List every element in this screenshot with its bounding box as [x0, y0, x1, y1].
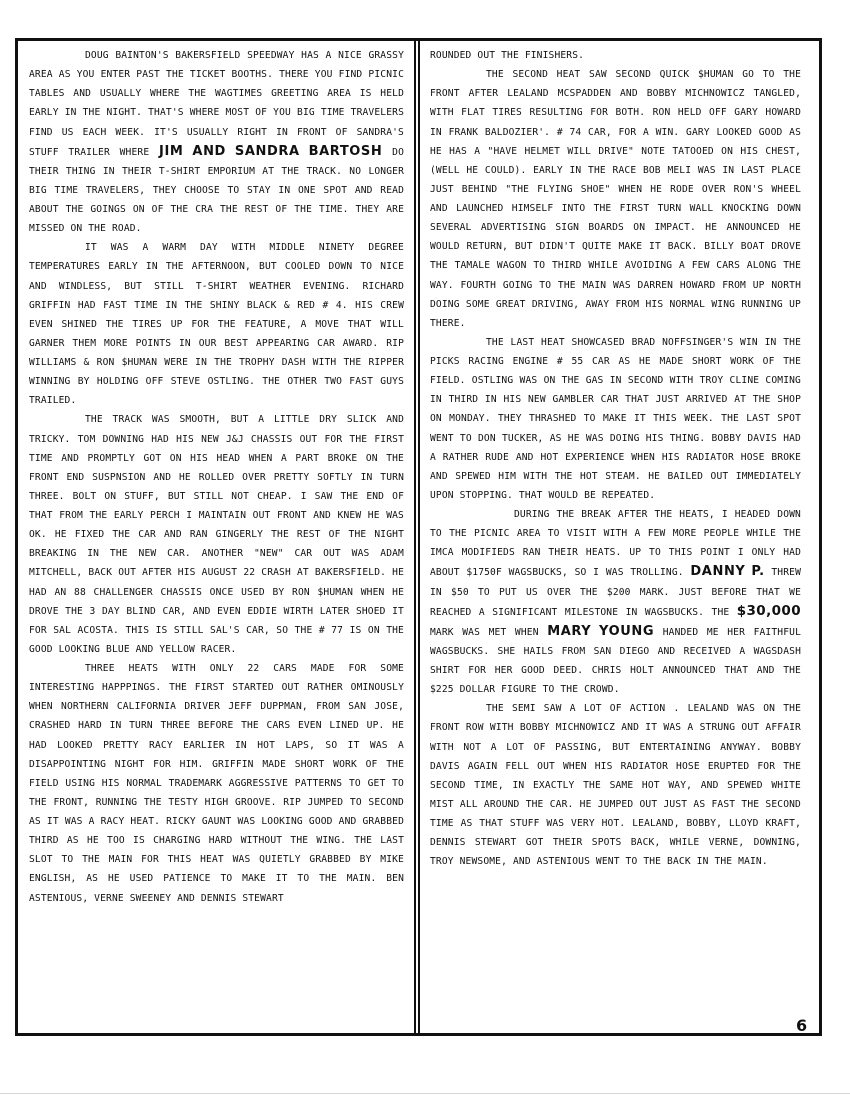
column-divider [414, 38, 420, 1036]
paragraph-text: MARK WAS MET WHEN [430, 626, 548, 638]
highlighted-name: DANNY P. [690, 564, 765, 580]
paragraph: IT WAS A WARM DAY WITH MIDDLE NINETY DEGREE TEMPERATURES EARLY IN THE AFTERNOON, BUT COOLED DOWN TO NICE AND WINDLESS, BUT STILL T-SHIRT WEATHER EVENING. RICHARD GRIFFIN HAD FAST TIME IN THE SHINY BLACK & RED # 4. HIS CREW EVEN SHINED THE TIRES UP FOR THE FEATURE, A MOVE THAT WILL GARNER THEM MORE POINTS IN OUR BEST APPEARING CAR AWARD. RIP WILLIAMS & RON $HUMAN WERE IN THE TROPHY DASH WITH THE RIPPER WINNING BY HOLDING OFF STEVE OSTLING. THE OTHER TWO FAST GUYS TRAILED. [29, 242, 404, 407]
right-column [430, 46, 801, 1030]
paragraph: THE TRACK WAS SMOOTH, BUT A LITTLE DRY SLICK AND TRICKY. TOM DOWNING HAD HIS NEW J&J CHASSIS OUT FOR THE FIRST TIME AND PROMPTLY GOT ON HIS HEAD WHEN A PART BROKE ON THE FRONT END SUSPNSION AND HE ROLLED OVER PRETTY SOFTLY IN TURN THREE. BOLT ON STUFF, BUT STILL NOT CHEAP. I SAW THE END OF THAT FROM THE EARLY PERCH I MAINTAIN OUT FRONT AND KNEW HE WAS OK. HE FIXED THE CAR AND RAN GINGERLY THE REST OF THE NIGHT BREAKING IN THE NEW CAR. ANOTHER "NEW" CAR OUT WAS ADAM MITCHELL, BACK OUT AFTER HIS AUGUST 22 CRASH AT BAKERSFIELD. HE HAD AN 88 CHALLENGER CHASSIS ONCE USED BY RON $HUMAN WHEN HE DROVE THE 3 DAY BLIND CAR, AND EVEN EDDIE WIRTH LATER SHOED IT FOR SAL ACOSTA. THIS IS STILL SAL'S CAR, SO THE # 77 IS ON THE GOOD LOOKING BLUE AND YELLOW RACER. [29, 414, 404, 655]
highlighted-amount: $30,000 [736, 602, 801, 619]
left-column [29, 46, 404, 1030]
paragraph [430, 505, 801, 699]
paragraph: ROUNDED OUT THE FINISHERS. [430, 50, 585, 61]
paragraph [29, 46, 404, 238]
paragraph: THREE HEATS WITH ONLY 22 CARS MADE FOR SOME INTERESTING HAPPPINGS. THE FIRST STARTED OUT RATHER OMINOUSLY WHEN NORTHERN CALIFORNIA DRIVER JEFF DUPPMAN, FROM SAN JOSE, CRASHED HARD IN TURN THREE BEFORE THE CARS EVEN LINED UP. HE HAD LOOKED PRETTY RACY EARLIER IN HOT LAPS, SO IT WAS A DISAPPOINTING NIGHT FOR HIM. GRIFFIN MADE SHORT WORK OF THE FIELD USING HIS NORMAL TRADEMARK AGGRESSIVE PATTERNS TO GET TO THE FRONT, RUNNING THE TESTY HIGH GROOVE. RIP JUMPED TO SECOND AS IT WAS A RACY HEAT. RICKY GAUNT WAS LOOKING GOOD AND GRABBED THIRD AS HE TOO IS CHARGING HARD WITHOUT THE WING. THE LAST SLOT TO THE MAIN FOR THIS HEAT WAS QUIETLY GRABBED BY MIKE ENGLISH, AS HE USED PATIENCE TO MAKE IT TO THE MAIN. BEN ASTENIOUS, VERNE SWEENEY AND DENNIS STEWART [29, 663, 404, 904]
paragraph-text: THREW IN $50 TO PUT US OVER THE $200 MARK. JUST BEFORE THAT WE REACHED A SIGNIFICANT MILESTONE IN WAGSBUCKS. THE [430, 567, 801, 618]
paragraph: THE LAST HEAT SHOWCASED BRAD NOFFSINGER'S WIN IN THE PICKS RACING ENGINE # 55 CAR AS HE MADE SHORT WORK OF THE FIELD. OSTLING WAS ON THE GAS IN SECOND WITH TROY CLINE COMING IN THIRD IN HIS NEW GAMBLER CAR THAT JUST ARRIVED AT THE SHOP ON MONDAY. THEY THRASHED TO MAKE IT THIS WEEK. THE LAST SPOT WENT TO DON TUCKER, AS HE WAS DOING HIS THING. BOBBY DAVIS HAD A RATHER RUDE AND HOT EXPERIENCE WHEN HIS RADIATOR HOSE BROKE AND SPEWED HIM WITH THE HOT STEAM. HE BAILED OUT IMMEDIATELY UPON STOPPING. THAT WOULD BE REPEATED. [430, 336, 801, 501]
highlighted-name: MARY YOUNG [547, 623, 655, 639]
paragraph-text: DO THEIR THING IN THEIR T-SHIRT EMPORIUM AT THE TRACK. NO LONGER BIG TIME TRAVELERS, THEY CHOOSE TO STAY IN ONE SPOT AND READ ABOUT THE GOINGS ON OF THE CRA THE REST OF THE TIME. THEY ARE MISSED ON THE ROAD. [29, 146, 404, 235]
paragraph-text: DURING THE BREAK AFTER THE HEATS, I HEADED DOWN TO THE PICNIC AREA TO VISIT WITH A FEW MORE PEOPLE WHILE THE IMCA MODIFIEDS RAN THEIR HEATS. UP TO THIS POINT I ONLY HAD ABOUT $1750F WAGSBUCKS, SO I WAS TROLLING. [430, 509, 801, 579]
paragraph-text: HANDED ME HER FAITHFUL WAGSBUCKS. SHE HAILS FROM SAN DIEGO AND RECEIVED A WAGSDASH SHIRT FOR HER GOOD DEED. CHRIS HOLT ANNOUNCED THAT AND THE $225 DOLLAR FIGURE TO THE CROWD. [430, 626, 801, 696]
paragraph: THE SEMI SAW A LOT OF ACTION . LEALAND WAS ON THE FRONT ROW WITH BOBBY MICHNOWICZ AND IT WAS A STRUNG OUT AFFAIR WITH NOT A LOT OF PASSING, BUT ENTERTAINING ANYWAY. BOBBY DAVIS AGAIN FELL OUT WHEN HIS RADIATOR HOSE ERUPTED FOR THE SECOND TIME, IN EXACTLY THE SAME HOT WAY, AND SPEWED WHITE MIST ALL AROUND THE CAR. HE JUMPED OUT JUST AS FAST THE SECOND TIME AS THAT STUFF WAS VERY HOT. LEALAND, BOBBY, LLOYD KRAFT, DENNIS STEWART GOT THEIR SPOTS BACK, WHILE VERNE, DOWNING, TROY NEWSOME, AND ASTENIOUS WENT TO THE BACK IN THE MAIN. [430, 703, 801, 868]
paragraph: THE SECOND HEAT SAW SECOND QUICK $HUMAN GO TO THE FRONT AFTER LEALAND MCSPADDEN AND BOBBY MICHNOWICZ TANGLED, WITH FLAT TIRES RESULTING FOR BOTH. RON HELD OFF GARY HOWARD IN FRANK BALDOZIER'. # 74 CAR, FOR A WIN. GARY LOOKED GOOD AS HE HAS A "HAVE HELMET WILL DRIVE" NOTE TATOOED ON HIS CHEST, (WELL HE COULD). EARLY IN THE RACE BOB MELI WAS IN LAST PLACE JUST BEHIND "THE FLYING SHOE" WHEN HE RODE OVER RON'S WHEEL AND LAUNCHED HIMSELF INTO THE FIRST TURN WALL KNOCKING DOWN SEVERAL ADVERTISING SIGN BOARDS ON IMPACT. HE ANNOUNCED HE WOULD RETURN, BUT DIDN'T QUITE MAKE IT BACK. BILLY BOAT DROVE THE TAMALE WAGON TO THIRD WHILE AVOIDING A FEW CARS ALONG THE WAY. FOURTH GOING TO THE MAIN WAS DARREN HOWARD FROM UP NORTH DOING SOME GREAT DRIVING, AWAY FROM HIS NORMAL WING RUNNING UP THERE. [430, 69, 801, 329]
page-number: 6 [796, 1016, 808, 1035]
paragraph-text: DOUG BAINTON'S BAKERSFIELD SPEEDWAY HAS A NICE GRASSY AREA AS YOU ENTER PAST THE TICKET BOOTHS. THERE YOU FIND PICNIC TABLES AND USUALLY WHERE THE WAGTIMES GREETING AREA IS HELD EARLY IN THE NIGHT. THAT'S WHERE MOST OF YOU BIG TIME TRAVELERS FIND US EACH WEEK. IT'S USUALLY RIGHT IN FRONT OF SANDRA'S STUFF TRAILER WHERE [29, 50, 404, 158]
scan-edge-line [0, 1093, 850, 1094]
highlighted-name: JIM AND SANDRA BARTOSH [159, 143, 383, 159]
